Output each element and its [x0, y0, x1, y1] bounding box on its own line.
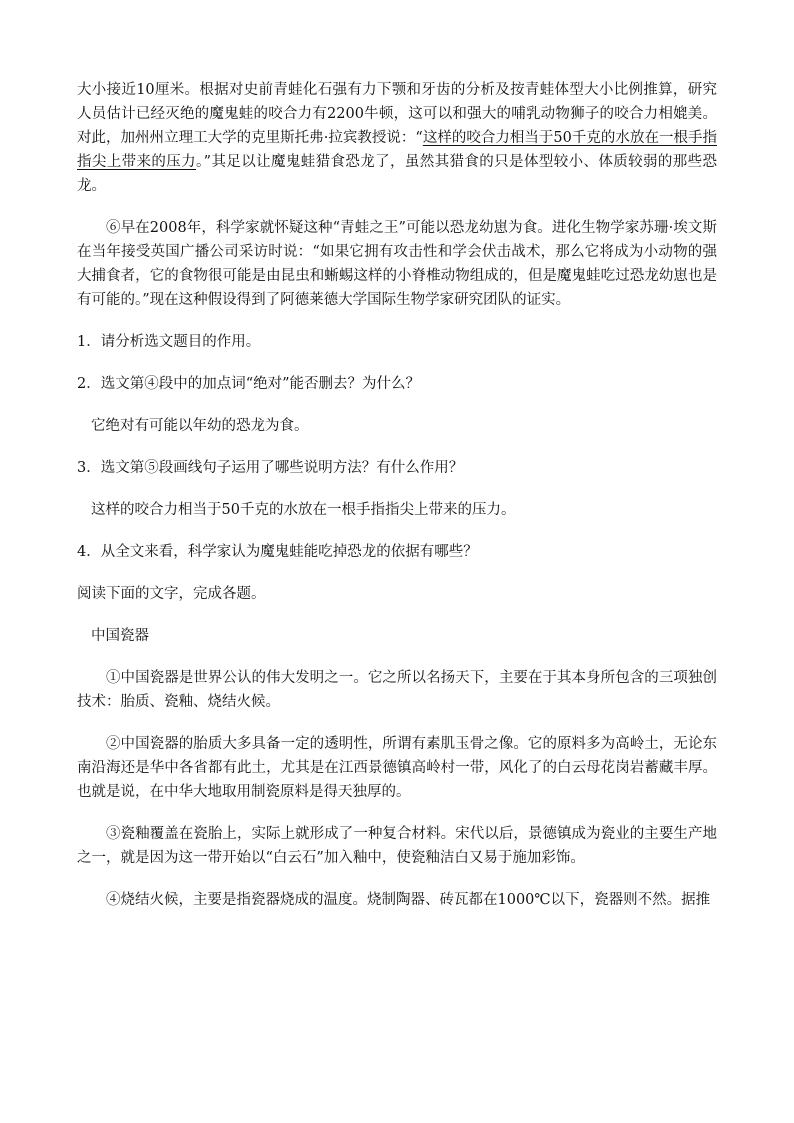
question-3-sentence: 这样的咬合力相当于50千克的水放在一根手指指尖上带来的压力。 — [91, 502, 516, 518]
paragraph-text: 大小接近10厘米。根据对史前青蛙化石强有力下颚和牙齿的分析及按青蛙体型大小比例推算，研究人员估计已经灭绝的魔鬼蛙的咬合力有2200牛顿，这可以和强大的哺乳动物狮子的咬合力相媲美。对此，加州州立理工大学的克里斯托弗·拉宾教授说：“ — [77, 82, 717, 146]
reading-instruction: 阅读下面的文字，完成各题。 — [77, 586, 266, 602]
porcelain-paragraph-2: ②中国瓷器的胎质大多具备一定的透明性，所谓有素肌玉骨之像。它的原料多为高岭土，无论东南沿海还是华中各省都有此土，尤其是在江西景德镇高岭村一带，风化了的白云母花岗岩蓄藏丰厚。也就是说，在中华大地取用制瓷原料是得天独厚的。 — [77, 736, 717, 800]
underlined-sentence: 这样的咬合力相当于50千克的水放在一根手指指尖上带来的压力 — [77, 130, 717, 170]
paragraph-text: 。”其足以让魔鬼蛙猎食恐龙了，虽然其猎食的只是体型较小、体质较弱的那些恐龙。 — [77, 154, 717, 194]
question-2-sentence: 它绝对有可能以年幼的恐龙为食。 — [91, 418, 309, 434]
document-page — [77, 78, 717, 912]
question-1: 1．请分析选文题目的作用。 — [77, 334, 261, 350]
porcelain-paragraph-3: ③瓷釉覆盖在瓷胎上，实际上就形成了一种复合材料。宋代以后，景德镇成为瓷业的主要生产地之一，就是因为这一带开始以“白云石”加入釉中，使瓷釉洁白又易于施加彩饰。 — [77, 826, 717, 866]
question-2: 2．选文第④段中的加点词“绝对”能否删去？为什么？ — [77, 376, 421, 392]
article-title: 中国瓷器 — [91, 628, 149, 644]
question-4: 4．从全文来看，科学家认为魔鬼蛙能吃掉恐龙的依据有哪些？ — [77, 544, 478, 560]
porcelain-paragraph-4: ④烧结火候，主要是指瓷器烧成的温度。烧制陶器、砖瓦都在1000℃以下，瓷器则不然。据推 — [106, 892, 711, 908]
paragraph-5-continued — [77, 78, 717, 198]
paragraph-6: ⑥早在2008年，科学家就怀疑这种“青蛙之王”可能以恐龙幼崽为食。进化生物学家苏珊·埃文斯在当年接受英国广播公司采访时说：“如果它拥有攻击性和学会伏击战术，那么它将成为小动物的强大捕食者，它的食物很可能是由昆虫和蜥蜴这样的小脊椎动物组成的，但是魔鬼蛙吃过恐龙幼崽也是有可能的。”现在这种假设得到了阿德莱德大学国际生物学家研究团队的证实。 — [77, 220, 717, 308]
question-3: 3．选文第⑤段画线句子运用了哪些说明方法？有什么作用？ — [77, 460, 464, 476]
porcelain-paragraph-1: ①中国瓷器是世界公认的伟大发明之一。它之所以名扬天下，主要在于其本身所包含的三项独创技术：胎质、瓷釉、烧结火候。 — [77, 670, 717, 710]
